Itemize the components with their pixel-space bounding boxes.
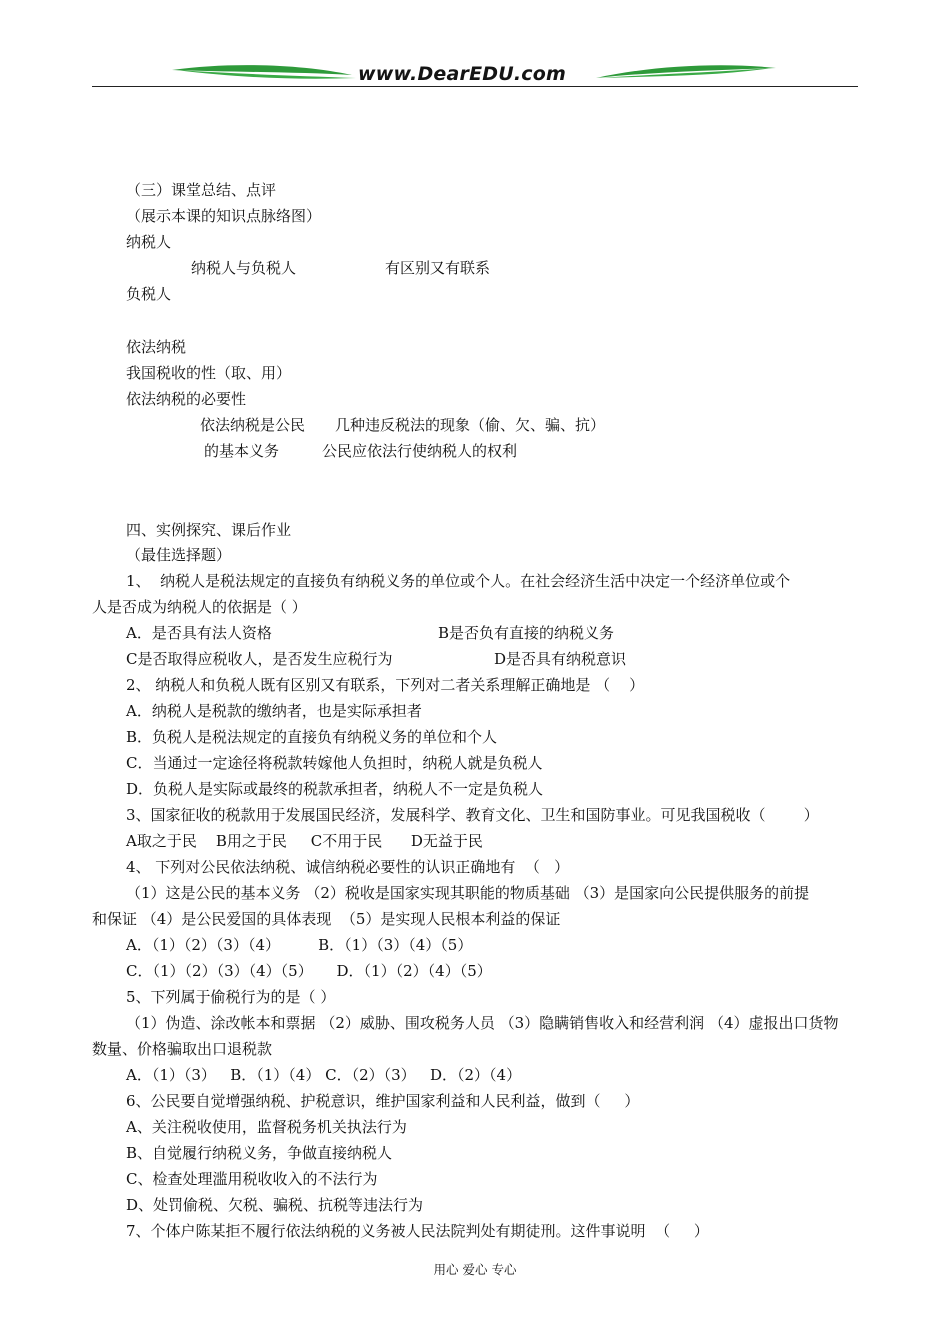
q2-option-c: C．当通过一定途径将税款转嫁他人负担时，纳税人就是负税人 xyxy=(126,754,543,772)
map-node-violations: 几种违反税法的现象（偷、欠、骗、抗） xyxy=(335,416,606,434)
map-node-necessity: 依法纳税的必要性 xyxy=(126,390,247,408)
q3-options: A取之于民 B用之于民 C不用于民 D无益于民 xyxy=(126,832,483,850)
map-node-burden-bearer: 负税人 xyxy=(126,285,172,303)
exercises-heading: 四、实例探究、课后作业 xyxy=(126,521,292,539)
q5-options: A．（1）（3） B．（1）（4） C．（2）（3） D．（2）（4） xyxy=(126,1066,522,1084)
site-header xyxy=(0,58,950,92)
question-1: 1、 纳税人是税法规定的直接负有纳税义务的单位或个人。在社会经济生活中决定一个经济单位或个 xyxy=(126,572,791,590)
q4-options-ab: A．（1）（2）（3）（4） B．（1）（3）（4）（5） xyxy=(126,936,473,954)
site-url-logo: www.DearEDU.com xyxy=(358,63,567,85)
map-node-relation: 纳税人与负税人 xyxy=(191,259,297,277)
question-1-cont: 人是否成为纳税人的依据是（ ） xyxy=(92,598,307,616)
q6-option-d: D、处罚偷税、欠税、骗税、抗税等违法行为 xyxy=(126,1196,424,1214)
q1-option-d: D是否具有纳税意识 xyxy=(494,650,627,668)
map-node-rights: 公民应依法行使纳税人的权利 xyxy=(322,442,518,460)
map-node-duty-2: 的基本义务 xyxy=(204,442,280,460)
q2-option-d: D．负税人是实际或最终的税款承担者，纳税人不一定是负税人 xyxy=(126,780,544,798)
q5-items-cont: 数量、价格骗取出口退税款 xyxy=(92,1040,273,1058)
q4-items: （1）这是公民的基本义务 （2）税收是国家实现其职能的物质基础 （3）是国家向公民提供服务的前提 xyxy=(126,884,810,902)
q1-option-a: A．是否具有法人资格 xyxy=(126,624,272,642)
map-node-duty-1: 依法纳税是公民 xyxy=(200,416,306,434)
map-node-nature: 我国税收的性（取、用） xyxy=(126,364,292,382)
question-4: 4、 下列对公民依法纳税、诚信纳税必要性的认识正确地有 （ ） xyxy=(126,858,570,876)
question-7: 7、个体户陈某拒不履行依法纳税的义务被人民法院判处有期徒刑。这件事说明 （ ） xyxy=(126,1222,709,1240)
question-6: 6、公民要自觉增强纳税、护税意识，维护国家利益和人民利益，做到（ ） xyxy=(126,1092,640,1110)
question-2: 2、 纳税人和负税人既有区别又有联系，下列对二者关系理解正确地是 （ ） xyxy=(126,676,645,694)
map-node-lawful: 依法纳税 xyxy=(126,338,187,356)
header-rule xyxy=(92,86,858,87)
question-3: 3、国家征收的税款用于发展国民经济，发展科学、教育文化、卫生和国防事业。可见我国税收（ ） xyxy=(126,806,819,824)
page-footer: 用心 爱心 专心 xyxy=(433,1262,517,1277)
q1-option-c: C是否取得应税收人，是否发生应税行为 xyxy=(126,650,393,668)
q2-option-a: A．纳税人是税款的缴纳者，也是实际承担者 xyxy=(126,702,422,720)
map-node-relation-desc: 有区别又有联系 xyxy=(385,259,491,277)
q5-items: （1）伪造、涂改帐本和票据 （2）威胁、围攻税务人员 （3）隐瞒销售收入和经营利润 （4）虚报出口货物 xyxy=(126,1014,839,1032)
q6-option-c: C、检查处理滥用税收收入的不法行为 xyxy=(126,1170,378,1188)
map-node-taxpayer: 纳税人 xyxy=(126,233,172,251)
q4-items-cont: 和保证 （4）是公民爱国的具体表现 （5）是实现人民根本利益的保证 xyxy=(92,910,561,928)
q1-option-b: B是否负有直接的纳税义务 xyxy=(438,624,615,642)
summary-note: （展示本课的知识点脉络图） xyxy=(126,207,322,225)
q2-option-b: B．负税人是税法规定的直接负有纳税义务的单位和个人 xyxy=(126,728,498,746)
q6-option-b: B、自觉履行纳税义务，争做直接纳税人 xyxy=(126,1144,393,1162)
summary-heading: （三）课堂总结、点评 xyxy=(126,181,277,199)
q6-option-a: A、关注税收使用，监督税务机关执法行为 xyxy=(126,1118,407,1136)
q4-options-cd: C．（1）（2）（3）（4）（5） D．（1）（2）（4）（5） xyxy=(126,962,492,980)
question-5: 5、下列属于偷税行为的是（ ） xyxy=(126,988,336,1006)
exercises-type: （最佳选择题） xyxy=(126,546,232,564)
